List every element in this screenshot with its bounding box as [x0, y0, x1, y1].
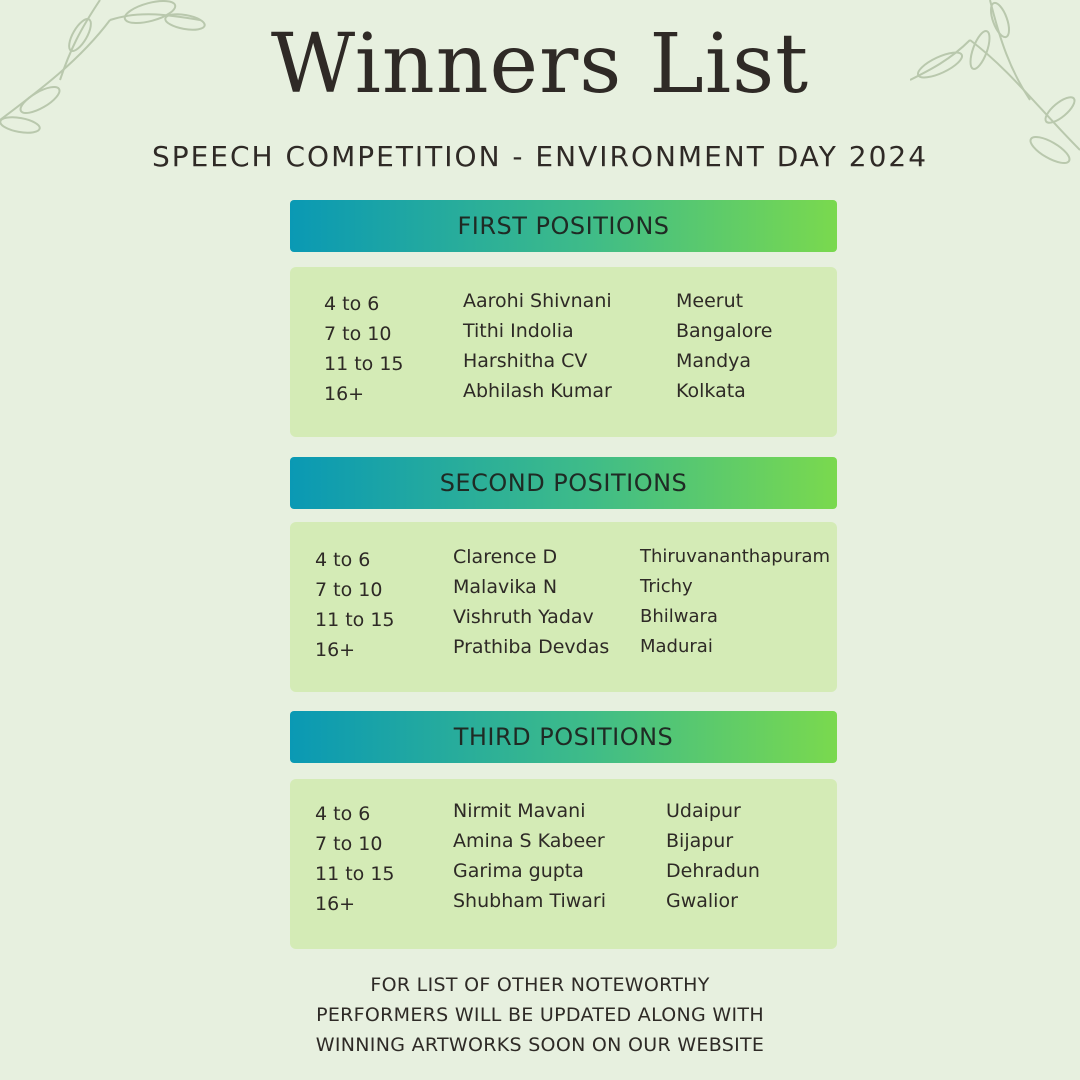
winner-city: Bangalore — [676, 320, 773, 342]
age-group: 4 to 6 — [315, 549, 371, 571]
winner-name: Harshitha CV — [463, 350, 588, 372]
name-column — [453, 796, 606, 916]
page-title: Winners List — [270, 17, 810, 112]
winner-city: Trichy — [640, 576, 693, 597]
city-column — [640, 542, 830, 662]
name-column — [453, 542, 609, 662]
winner-city: Bijapur — [666, 830, 734, 852]
section-header-first: FIRST POSITIONS — [290, 200, 837, 252]
winner-name: Prathiba Devdas — [453, 636, 610, 658]
winner-name: Malavika N — [453, 576, 558, 598]
footer-line: FOR LIST OF OTHER NOTEWORTHY — [370, 974, 710, 996]
winner-city: Madurai — [640, 636, 713, 657]
age-column — [315, 799, 395, 919]
city-column — [666, 796, 760, 916]
winner-city: Udaipur — [666, 800, 741, 822]
section-header-second: SECOND POSITIONS — [290, 457, 837, 509]
section-box-second — [290, 522, 837, 692]
winner-name: Clarence D — [453, 546, 558, 568]
age-group: 7 to 10 — [324, 323, 392, 345]
page-subtitle: SPEECH COMPETITION - ENVIRONMENT DAY 2024 — [151, 140, 929, 173]
winner-city: Mandya — [676, 350, 752, 372]
section-header-third: THIRD POSITIONS — [290, 711, 837, 763]
winner-name: Shubham Tiwari — [453, 890, 607, 912]
age-group: 4 to 6 — [315, 803, 371, 825]
age-group: 4 to 6 — [324, 293, 380, 315]
winner-city: Kolkata — [676, 380, 746, 402]
winner-name: Amina S Kabeer — [453, 830, 605, 852]
footer-note — [0, 970, 1080, 1060]
age-column — [324, 289, 404, 409]
winner-city: Meerut — [676, 290, 744, 312]
winner-name: Garima gupta — [453, 860, 584, 882]
city-column — [676, 286, 772, 406]
age-group: 11 to 15 — [315, 609, 395, 631]
winner-city: Thiruvananthapuram — [640, 546, 831, 567]
winner-city: Gwalior — [666, 890, 738, 912]
winner-name: Abhilash Kumar — [463, 380, 612, 402]
winner-name: Tithi Indolia — [463, 320, 574, 342]
section-box-third — [290, 779, 837, 949]
age-group: 7 to 10 — [315, 579, 383, 601]
winner-city: Bhilwara — [640, 606, 718, 627]
age-group: 16+ — [315, 893, 356, 915]
age-group: 16+ — [315, 639, 356, 661]
footer-line: WINNING ARTWORKS SOON ON OUR WEBSITE — [315, 1034, 765, 1056]
name-column — [463, 286, 612, 406]
section-box-first — [290, 267, 837, 437]
winner-name: Aarohi Shivnani — [463, 290, 612, 312]
age-group: 11 to 15 — [315, 863, 395, 885]
footer-line: PERFORMERS WILL BE UPDATED ALONG WITH — [316, 1004, 764, 1026]
age-group: 7 to 10 — [315, 833, 383, 855]
age-column — [315, 545, 395, 665]
age-group: 11 to 15 — [324, 353, 404, 375]
winner-name: Nirmit Mavani — [453, 800, 586, 822]
age-group: 16+ — [324, 383, 365, 405]
winner-city: Dehradun — [666, 860, 760, 882]
winner-name: Vishruth Yadav — [453, 606, 594, 628]
